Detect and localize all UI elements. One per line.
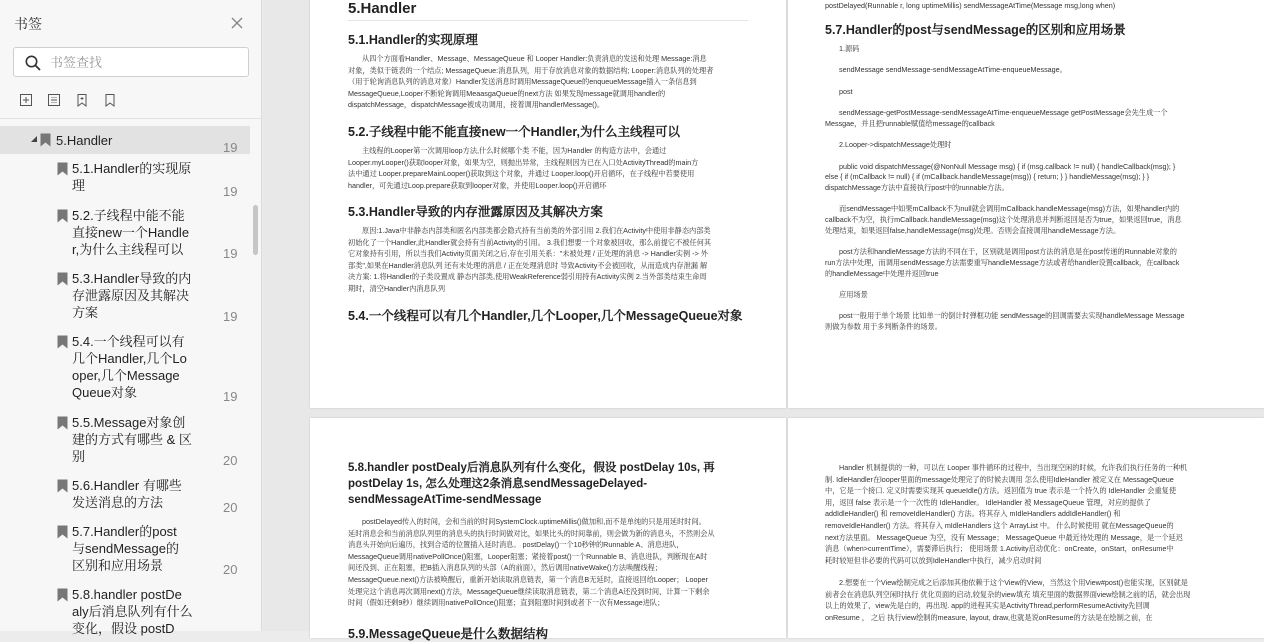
bookmark-item-5-handler[interactable]: [0, 126, 250, 154]
text-line: removeIdleHandler() 方法。将其存入 mIdleHandlers 这个 ArrayList 中。 什么时候使用 就在MessageQueue的: [825, 520, 1174, 530]
bookmark-label: 5.2.子线程中能不能 直接new一个Handle r,为什么主线程可以: [72, 208, 190, 257]
document-page: [788, 0, 1264, 408]
text-line: [825, 237, 1250, 248]
bookmark-item-5-7[interactable]: [0, 521, 250, 577]
text-line: [825, 55, 1250, 66]
bookmark-page-number: 19: [223, 184, 238, 199]
text-line: sendMessage-getPostMessage-sendMessageAtTime-enqueueMessage getPostMessage会先生成一个: [839, 108, 1168, 118]
text-line: post方法和handleMessage方法的不同在于，区别就是调用post方法的消息是在post传递的Runnable对象的: [839, 247, 1177, 257]
section-title: 5.Handler: [348, 0, 417, 17]
search-icon: [24, 54, 42, 72]
text-line: post一般用于单个场景 比如单一的倒计时弹框功能 sendMessage的回调需要去实现handleMessage Message: [839, 311, 1185, 321]
text-line: [825, 279, 1250, 290]
bookmark-page-number: 19: [223, 246, 238, 261]
bookmark-icon: [57, 525, 68, 539]
expand-all-icon[interactable]: [18, 92, 34, 108]
bookmark-item-5-2[interactable]: [0, 205, 250, 261]
bookmark-icon: [57, 162, 68, 176]
section-heading: 5.1.Handler的实现原理: [348, 33, 478, 47]
document-viewer[interactable]: [263, 0, 1264, 641]
bookmark-page-number: 19: [223, 140, 238, 155]
bookmark-item-5-8[interactable]: [0, 584, 250, 640]
bookmark-label: 5.1.Handler的实现原 理: [72, 161, 192, 193]
text-line: else { if (mCallback != null) { if (mCallback.handleMessage(msg)) { return; } } handleMessage(msg); } }: [825, 172, 1150, 182]
bookmark-icon[interactable]: [102, 92, 118, 108]
bookmark-page-number: 20: [223, 562, 238, 577]
text-line: 应用场景: [839, 290, 868, 300]
text-line: [825, 130, 1250, 141]
text-line: Messgae，并且把runnable赋值给message的callback: [825, 118, 995, 128]
text-line: run方法中处理，而调用sendMessage方法需要重写handleMessage方法或者给handler设置callback，在callback: [825, 257, 1180, 267]
text-line: 耗时较短但非必要的代码可以放到IdleHandler中执行，减少启动时间: [825, 555, 1042, 565]
text-line: public void dispatchMessage(@NonNull Message msg) { if (msg.callback != null) { handleCallback(msg); }: [839, 161, 1176, 171]
text-line: 前者会在消息队列空闲时执行 优化页面的启动,较复杂的view填充 填充里面的数据界面view绘制之前的话，就会出现: [825, 589, 1191, 599]
bookmark-label: 5.8.handler postDe aly后消息队列有什么 变化，假设 postD: [72, 587, 193, 636]
text-line: 制. IdleHandler在looper里面的message处理完了的时候去调用 怎么使用IdleHandler 被定义在 MessageQueue: [825, 474, 1174, 484]
bookmark-icon: [57, 335, 68, 349]
section-heading: 5.4.一个线程可以有几个Handler,几个Looper,几个MessageQueue对象: [348, 309, 743, 323]
paragraph: 从四个方面看Handler、Message、MessageQueue 和 Looper Handler:负责消息的发送和处理 Message:消息 对象，类似于链表的一个结点; MessageQueue:消息队列，用于存放消息对象的数据结构; Looper:消息队列的处理者 （用于轮询消息队列的消息对象）Handler发送消息时调用MessageQueue的enqueueMessage插入一条信息到 MessageQueue,Looper不断轮询调用MeaasgaQueue的next方法 如果发现message就调用handler的 dispatchMessage，dispatchMessage被成功调用，接着调用handlerMessage()。: [348, 54, 714, 110]
heading-rule: [348, 20, 748, 21]
section-heading: 5.2.子线程中能不能直接new一个Handler,为什么主线程可以: [348, 125, 680, 139]
bookmarks-panel-title: 书签: [14, 16, 42, 32]
bookmark-page-number: 19: [223, 309, 238, 324]
text-line: 则做为参数 用于多判断条件的场景。: [825, 322, 942, 332]
paragraph: [825, 462, 1250, 623]
bookmark-search-box[interactable]: [13, 47, 249, 77]
bookmark-icon: [40, 133, 51, 147]
bookmark-label: 5.Handler: [56, 133, 113, 148]
bookmark-label: 5.3.Handler导致的内 存泄露原因及其解决 方案: [72, 271, 192, 320]
bookmark-item-5-4[interactable]: [0, 331, 250, 403]
text-line: callback不为空，执行mCallback.handleMessage(msg)这个处理消息并判断返回是否为true，如果返回true，消息: [825, 215, 1182, 225]
text-line: [825, 97, 1250, 108]
text-line: next方法里面。 MessageQueue 为空，没有 Message； MessageQueue 中最近待处理的 Message，是一个延迟: [825, 532, 1183, 542]
bookmark-icon: [57, 479, 68, 493]
paragraph: postDelayed(Runnable r, long uptimeMillis) sendMessageAtTime(Message msg,long when): [825, 1, 1116, 10]
section-heading: 5.7.Handler的post与sendMessage的区别和应用场景: [825, 23, 1126, 37]
text-line: [825, 301, 1250, 312]
bookmark-page-number: 19: [223, 389, 238, 404]
paragraph: 主线程的Looper第一次调用loop方法,什么时候哪个类 不能，因为Handler 的构造方法中，会通过 Looper.myLooper()获取looper对象，如果为空，则抛出异常，主线程则因为已在入口处ActivityThread的main方 法中通过 Looper.prepareMainLooper()获取到这个对象，并通过 Looper.loop()开启循环，在子线程中若要使用 handler，可先通过Loop.prepare获取到looper对象，并使用Looper.loop()开启循环: [348, 146, 699, 190]
collapse-all-icon[interactable]: [46, 92, 62, 108]
section-heading: 5.8.handler postDealy后消息队列有什么变化，假设 postDelay 10s, 再 postDelay 1s, 怎么处理这2条消息sendMessageDelayed- sendMessageAtTime-sendMessage: [348, 462, 715, 506]
text-line: dispatchMessage方法中直接执行post中的runnable方法。: [825, 183, 1009, 193]
bookmark-item-5-5[interactable]: [0, 412, 250, 468]
bookmark-page-number: 20: [223, 500, 238, 515]
bookmarks-panel: [0, 0, 262, 636]
document-page: [788, 418, 1264, 638]
bookmark-tree: [0, 124, 250, 636]
bookmark-item-5-3[interactable]: [0, 268, 250, 324]
text-line: 2.Looper->dispatchMessage处理时: [839, 140, 952, 150]
bookmark-page-number: 20: [223, 453, 238, 468]
bookmark-icon: [57, 588, 68, 602]
bookmark-search-input[interactable]: [50, 52, 240, 72]
bookmark-icon: [57, 416, 68, 430]
bookmark-icon: [57, 209, 68, 223]
bookmark-label: 5.7.Handler的post 与sendMessage的 区别和应用场景: [72, 524, 179, 573]
paragraph: postDelayed传入的时间，会和当前的时间SystemClock.uptimeMillis()做加和,而不是单纯的只是用延时时间。 延时消息会和当前消息队列里的消息头的执行时间做对比，如果比头的时间靠前，则会做为新的消息头，不然则会从 消息头开始向后遍历，找到合适的位置插入延时消息。 postDelay()一个10秒钟的Runnable A、消息进队， MessageQueue调用nativePollOnce()阻塞，Looper阻塞；紧接着post()一个Runnable B、消息进队，判断现在A时 间还没到、正在阻塞，把B插入消息队列的头部（A的前面），然后调用nativeWake()方法唤醒线程； MessageQueue.next()方法被唤醒后，重新开始读取消息链表，第一个消息B无延时，直接返回给Looper； Looper 处理完这个消息再次调用next()方法，MessageQueue继续读取消息链表，第二个消息A还没到时间，计算一下剩余 时间（假如还剩9秒）继续调用nativePollOnce()阻塞；直到阻塞时间到或者下一次有Message进队；: [348, 517, 715, 608]
text-line: 处理结束，如果返回false,handleMessage(msg)处理。否则会直接调用handleMessage方法。: [825, 225, 1121, 235]
bookmark-label: 5.5.Message对象创 建的方式有哪些 & 区 别: [72, 415, 192, 464]
text-line: 中，它是一个接口. 定义时需要实现其 queueIdle()方法。返回值为 true 表示是一个持久的 IdleHandler 会重复使: [825, 486, 1177, 496]
paragraph: [825, 44, 1250, 333]
text-line: 而sendMessage中如果mCallback不为null就会调用mCallback.handleMessage(msg)方法，如果handler内的: [839, 204, 1180, 214]
text-line: 的handleMessage中处理并返回true: [825, 268, 939, 278]
text-line: [825, 194, 1250, 205]
text-line: addIdleHandler() 和 removeIdleHandler() 方法。将其存入 mIdleHandlers addIdleHandler() 和: [825, 509, 1121, 519]
text-line: [825, 151, 1250, 162]
text-line: 2.想要在一个View绘制完成之后添加其他依赖于这个View的View，当然这个用View#post()也能实现，区别就是: [839, 578, 1188, 588]
bookmark-icon: [57, 272, 68, 286]
document-page: [310, 0, 786, 408]
divider: [0, 118, 262, 119]
bookmark-label: 5.4.一个线程可以有 几个Handler,几个Lo oper,几个Message Queue对象: [72, 334, 187, 400]
bookmark-item-5-1[interactable]: [0, 158, 250, 200]
text-line: onResume ， 之后 执行view绘制的measure, layout, draw,也就是说onResume的方法是在绘制之前，在: [825, 612, 1153, 622]
bookmark-label: 5.6.Handler 有哪些 发送消息的方法: [72, 478, 182, 510]
text-line: Handler 机制提供的一种，可以在 Looper 事件循环的过程中，当出现空闲的时候，允许我们执行任务的一种机: [839, 463, 1188, 472]
text-line: 以上的效果了，view先是白的，再出现. app的进程其实是ActivityThread,performResumeActivity先回调: [825, 601, 1150, 611]
bookmark-item-5-6[interactable]: [0, 475, 250, 517]
add-bookmark-icon[interactable]: [74, 92, 90, 108]
bookmark-scrollbar-thumb[interactable]: [253, 205, 258, 255]
text-line: [825, 566, 1250, 577]
text-line: 用，返回 false 表示是一个一次性的 IdleHandler。 IdleHandler 被 MessageQueue 管理，对应的提供了: [825, 497, 1151, 507]
text-line: sendMessage sendMessage-sendMessageAtTime-enqueueMessage。: [839, 65, 1067, 75]
caret-down-icon[interactable]: [30, 135, 38, 143]
text-line: 1.源码: [839, 44, 860, 53]
section-heading: 5.3.Handler导致的内存泄露原因及其解决方案: [348, 205, 603, 219]
section-heading: 5.9.MessageQueue是什么数据结构: [348, 627, 549, 641]
text-line: post: [839, 86, 853, 96]
text-line: [825, 76, 1250, 87]
document-page: [310, 418, 786, 641]
close-icon[interactable]: [228, 14, 246, 32]
paragraph: 原因:1.Java中非静态内部类和匿名内部类都会隐式持有当前类的外部引用 2.我们在Activity中使用非静态内部类 初始化了一个Handler,此Handler就会持有当前Activity的引用。 3.我们想要一个对象被回收，那么前提它不被任何其 它对象持有引用，所以当我们Activity页面关闭之后,存在引用关系："未被处理 / 正处理的消息 -> Handler实例 -> 外 部类",如果在Handler消息队列 还有未处理的消息 / 正在处理消息时 导致Activity不会被回收，从而造成内存泄漏 解 决方案: 1.将Handler的子类设置成 静态内部类,使用WeakReference弱引用持有Activity实例 2.当外部类结束生命周 期时，清空Handler内消息队列: [348, 226, 712, 293]
text-line: 消息（when>currentTime），需要滞后执行； 使用场景 1.Activity启动优化：onCreate，onStart，onResume中: [825, 544, 1174, 554]
